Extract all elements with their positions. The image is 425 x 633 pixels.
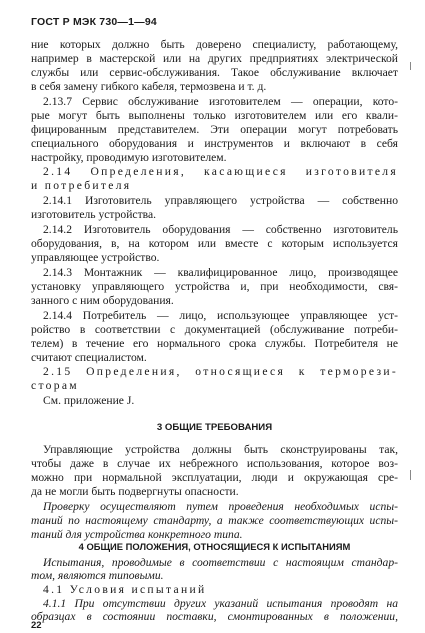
section-title-line: сторам	[31, 379, 79, 392]
text-line: Испытания, проводимые в соответствии с настоящим стандар-	[43, 556, 398, 569]
text-line: можно при нормальной эксплуатации, люди и окружающая сре-	[31, 471, 398, 484]
text-line: да не могли быть подвергнуты опасности.	[31, 485, 239, 498]
text-line: фицированным представителем. Эти операции могут потребовать	[31, 123, 398, 136]
margin-mark	[410, 470, 411, 480]
text-line: 2.14.2 Изготовитель оборудования — собственно изготовитель	[43, 223, 398, 236]
text-line: службы или сервис-обслуживания. Такое обслуживание включает	[31, 66, 398, 79]
section-title-line: 4.1 Условия испытаний	[43, 583, 207, 596]
text-line: 2.14.3 Монтажник — квалифицированное лицо, производящее	[43, 266, 398, 279]
text-line: том, являются типовыми.	[31, 569, 164, 582]
page-header: ГОСТ Р МЭК 730—1—94	[31, 16, 157, 28]
section-title-line: и потребителя	[31, 179, 132, 192]
text-line: например в мастерской или на других предприятиях электрической	[31, 52, 398, 65]
text-line: оборудования, в, на котором или вместе с которым используется	[31, 237, 398, 250]
text-line: телем) в течение его нормального срока службы. Потребителя не	[31, 337, 398, 350]
text-line: настройку, проводимую изготовителем.	[31, 151, 227, 164]
text-line: См. приложение J.	[43, 394, 135, 407]
page-number: 22	[31, 620, 42, 631]
text-line: ние которых должно быть доверено специалисту, работающему,	[31, 38, 398, 51]
text-line: рые могут быть выполнены только изготовителем или его квали-	[31, 109, 398, 122]
text-line: ройство в соответствии с документацией (обслуживание потреби-	[31, 323, 398, 336]
text-line: в себя замену гибкого кабеля, термозвена и т. д.	[31, 80, 267, 93]
section-title-line: 2.15 Определения, относящиеся к терморези-	[43, 365, 398, 378]
text-line: 2.13.7 Сервис обслуживание изготовителем — операции, кото-	[43, 95, 398, 108]
section-title-line: 2.14 Определения, касающиеся изготовителя	[43, 165, 398, 178]
text-line: 4.1.1 При отсутствии других указаний испытания проводят на	[43, 597, 398, 610]
section-heading: 3 ОБЩИЕ ТРЕБОВАНИЯ	[156, 422, 273, 433]
text-line: таний по настоящему стандарту, а также соответствующих испы-	[31, 514, 398, 527]
text-line: образцах в состоянии поставки, смонтированных в положении,	[31, 610, 398, 623]
text-line: занного с ним оборудования.	[31, 294, 174, 307]
text-line: 2.14.1 Изготовитель управляющего устройства — собственно	[43, 194, 398, 207]
text-line: 2.14.4 Потребитель — лицо, использующее управляющее уст-	[43, 309, 398, 322]
margin-mark	[410, 62, 411, 70]
text-line: установку управляющего устройства и, при необходимости, свя-	[31, 280, 398, 293]
text-line: специального оборудования и инструментов и включают в себя	[31, 137, 398, 150]
text-line: считают специалистом.	[31, 351, 147, 364]
text-line: изготовитель устройства.	[31, 208, 156, 221]
text-line: управляющее устройство.	[31, 251, 160, 264]
section-heading: 4 ОБЩИЕ ПОЛОЖЕНИЯ, ОТНОСЯЩИЕСЯ К ИСПЫТАНИЯМ	[78, 541, 351, 552]
text-line: чтобы даже в случае их небрежного использования, которое воз-	[31, 457, 398, 470]
text-line: таний для устройства конкретного типа.	[31, 528, 243, 541]
text-line: Управляющие устройства должны быть сконструированы так,	[43, 443, 398, 456]
text-line: Проверку осуществляют путем проведения необходимых испы-	[43, 500, 398, 513]
